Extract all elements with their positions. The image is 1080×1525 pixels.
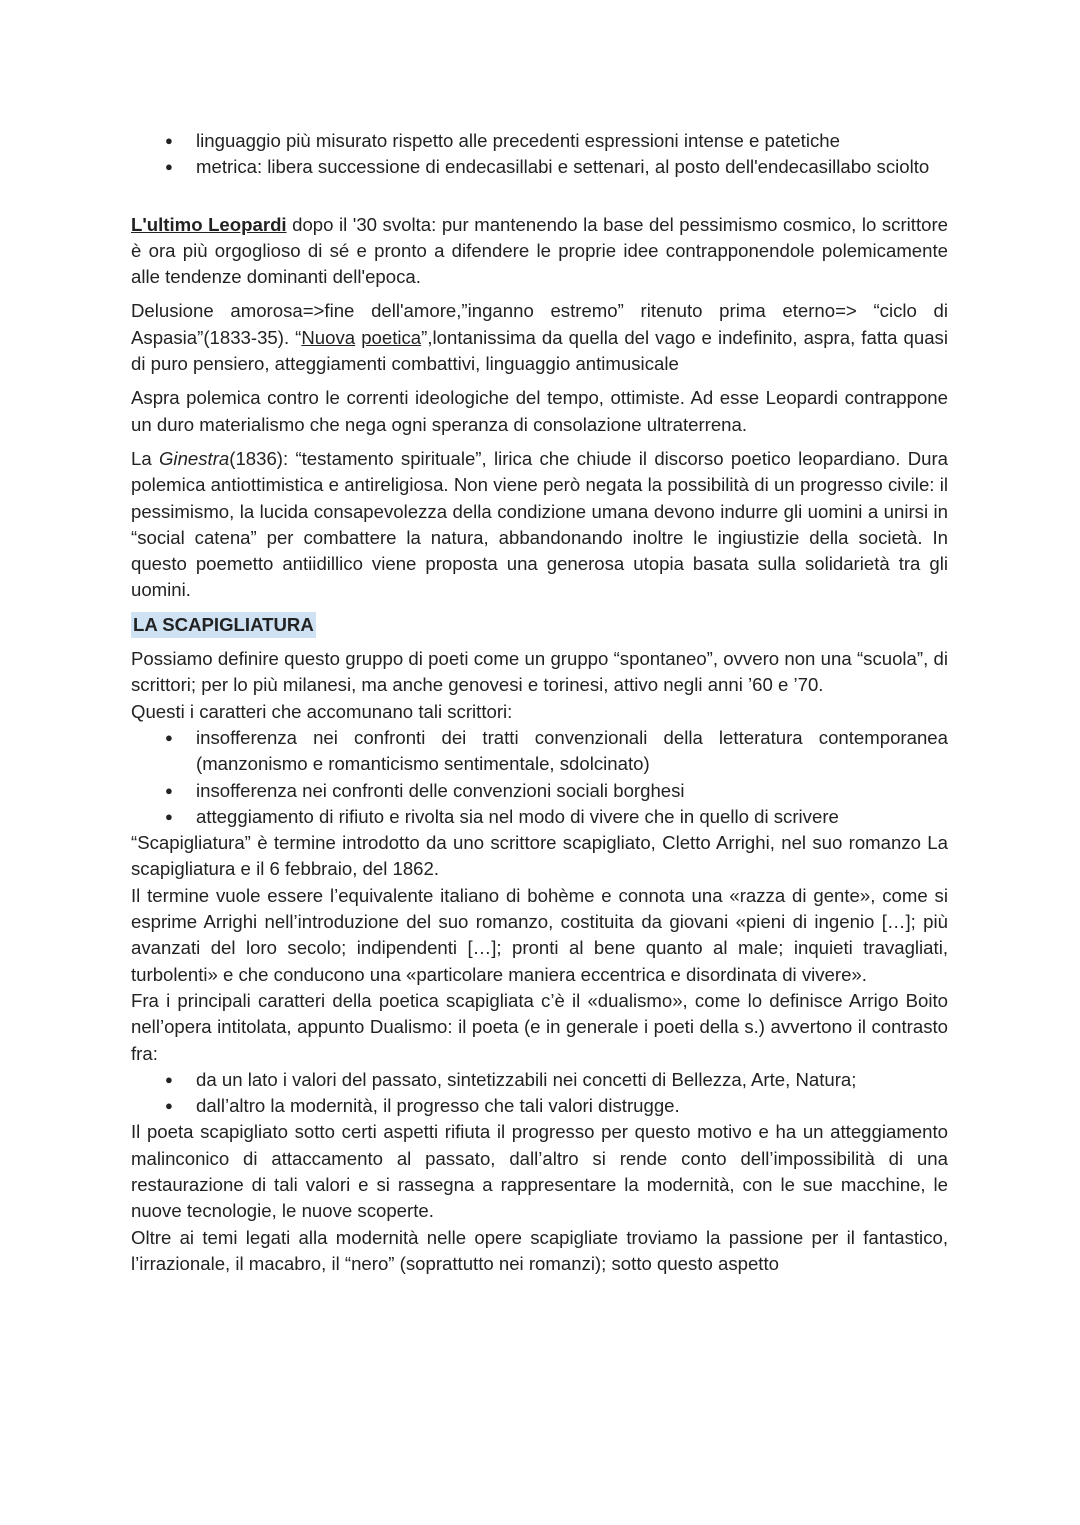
- list-item: ● insofferenza nei confronti dei tratti convenzionali della letteratura contemporanea (manzonismo e romanticismo sentimentale, sdolcinato): [131, 725, 948, 778]
- paragraph-fantastico: Oltre ai temi legati alla modernità nelle opere scapigliate troviamo la passione per il fantastico, l’irrazionale, il macabro, il “nero” (soprattutto nei romanzi); sotto questo aspetto: [131, 1226, 948, 1274]
- paragraph-caratteri-intro: Questi i caratteri che accomunano tali scrittori:: [131, 700, 513, 722]
- section-heading-scapigliatura: LA SCAPIGLIATURA: [131, 612, 316, 638]
- list-item: ● dall’altro la modernità, il progresso che tali valori distrugge.: [131, 1093, 948, 1119]
- list-item: ● atteggiamento di rifiuto e rivolta sia nel modo di vivere che in quello di scrivere: [131, 804, 948, 830]
- paragraph-text: La: [131, 447, 159, 469]
- paragraph-text: ”,lontanissima da quella del vago e indefinito, aspra, fatta quasi di puro pensiero, atteggiamenti combattivi, linguaggio antimusicale: [131, 326, 948, 375]
- paragraph-aspasia: [131, 298, 948, 377]
- list-item: ● linguaggio più misurato rispetto alle precedenti espressioni intense e patetiche: [131, 128, 948, 154]
- bullet-list-contrasto: [131, 1067, 948, 1120]
- list-item: ● metrica: libera successione di endecasillabi e settenari, al posto dell'endecasillabo sciolto: [131, 154, 948, 180]
- underlined-word: Nuova: [301, 326, 356, 348]
- paragraph-text: Delusione amorosa=>fine dell'amore,”inganno estremo” ritenuto prima eterno=> “ciclo di Aspasia”(1833-35). “: [131, 300, 948, 348]
- paragraph-dualismo: Fra i principali caratteri della poetica scapigliata c’è il «dualismo», come lo definisce Arrigo Boito nell’opera intitolata, appunto Dualismo: il poeta (e in generale i poeti della s.) avvertono il contrasto fra:: [131, 989, 948, 1064]
- bullet-list-caratteri: [131, 725, 948, 830]
- paragraph-progresso: Il poeta scapigliato sotto certi aspetti rifiuta il progresso per questo motivo e ha un atteggiamento malinconico di attaccamento al passato, dall’altro si rende conto dell’impossibilità di una restaurazione di tali valori e si rassegna a rappresentare la modernità, con le sue macchine, le nuove tecnologie, le nuove scoperte.: [131, 1121, 948, 1222]
- section-title-leopardi: L'ultimo Leopardi: [131, 213, 287, 235]
- paragraph-ultimo-leopardi: [131, 212, 948, 291]
- paragraph-ginestra: [131, 446, 948, 604]
- paragraph-text: (1836): “testamento spirituale”, lirica che chiude il discorso poetico leopardiano. Dura polemica antiottimistica e antireligiosa. Non viene però negata la possibilità di un progresso civile: il pessimismo, la lucida consapevolezza della condizione umana devono indurre gli uomini a unirsi in “social catena” per combattere la natura, abbandonando inoltre le ingiustizie della società. In questo poemetto antiidillico viene proposta una generosa utopia basata sulla solidarietà tra gli uomini.: [131, 447, 948, 601]
- underlined-word: poetica: [361, 326, 422, 348]
- paragraph-polemica: Aspra polemica contro le correnti ideologiche del tempo, ottimiste. Ad esse Leopardi contrappone un duro materialismo che nega ogni speranza di consolazione ultraterrena.: [131, 387, 948, 435]
- paragraph-termine: “Scapigliatura” è termine introdotto da uno scrittore scapigliato, Cletto Arrighi, nel suo romanzo La scapigliatura e il 6 febbraio, del 1862.: [131, 832, 948, 880]
- list-item: ● insofferenza nei confronti delle convenzioni sociali borghesi: [131, 778, 948, 804]
- bullet-list-metrics: [131, 128, 948, 181]
- document-body: [131, 128, 948, 1277]
- list-item: ● da un lato i valori del passato, sintetizzabili nei concetti di Bellezza, Arte, Natura;: [131, 1067, 948, 1093]
- italic-title: Ginestra: [158, 447, 230, 469]
- paragraph-text: dopo il '30 svolta: pur mantenendo la base del pessimismo cosmico, lo scrittore è ora più orgoglioso di sé e pronto a difendere le proprie idee contrapponendole polemicamente alle tendenze dominanti dell'epoca.: [131, 213, 948, 288]
- paragraph-definizione: Possiamo definire questo gruppo di poeti come un gruppo “spontaneo”, ovvero non una “scuola”, di scrittori; per lo più milanesi, ma anche genovesi e torinesi, attivo negli anni ’60 e ’70.: [131, 648, 948, 696]
- paragraph-boheme: Il termine vuole essere l’equivalente italiano di bohème e connota una «razza di gente», come si esprime Arrighi nell’introduzione del suo romanzo, costituita da giovani «pieni di ingenio […]; più avanzati del loro secolo; indipendenti […]; pronti al bene quanto al male; inquieti travagliati, turbolenti» e che conducono una «particolare maniera eccentrica e disordinata di vivere».: [131, 884, 948, 985]
